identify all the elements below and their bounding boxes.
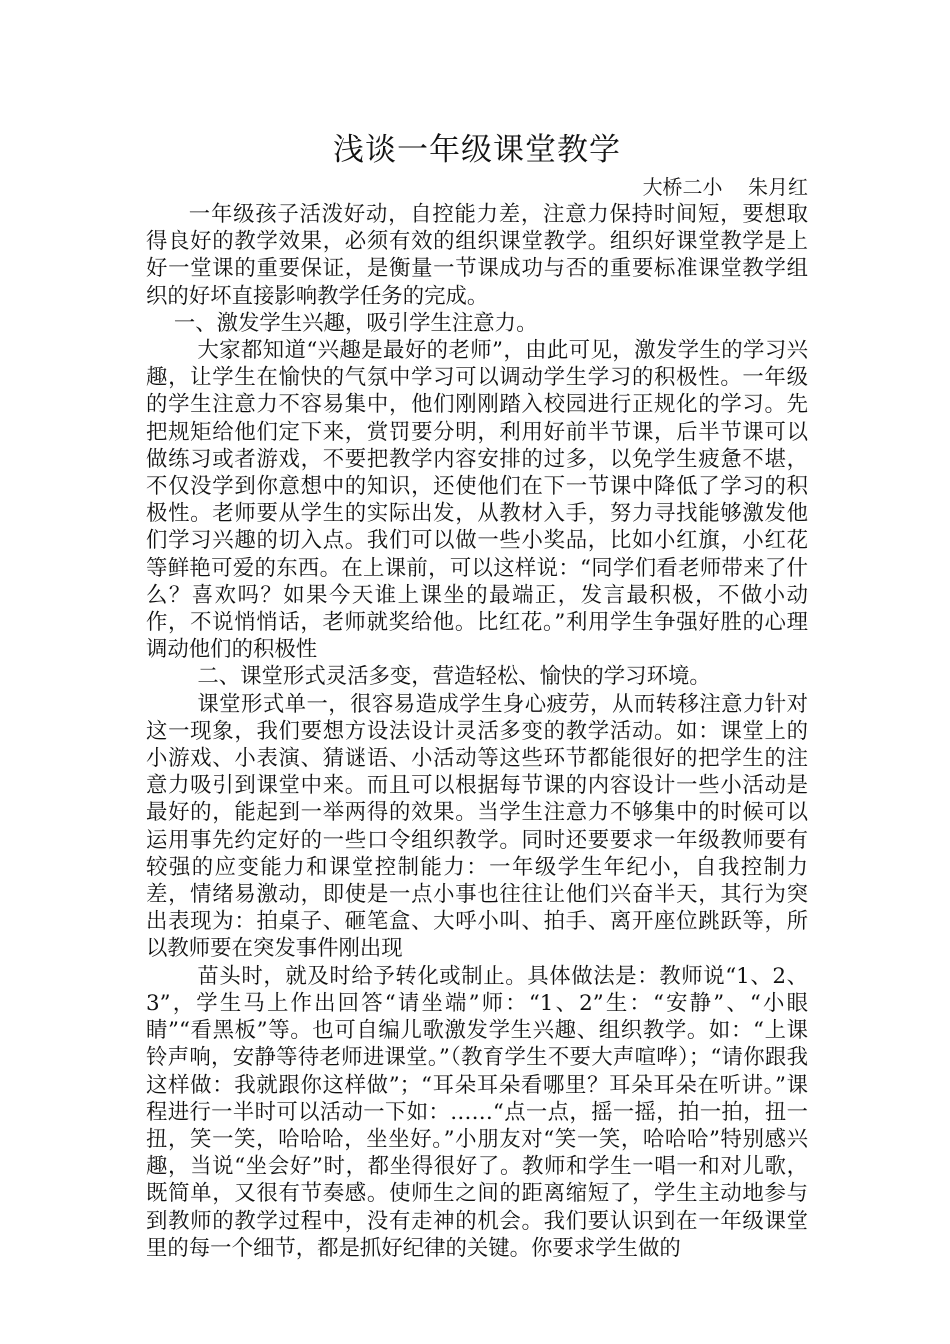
section-1-paragraph: 大家都知道“兴趣是最好的老师”，由此可见，激发学生的学习兴趣，让学生在愉快的气氛中学习可以调动学生学习的积极性。一年级的学生注意力不容易集中，他们刚刚踏入校园进行正规化的学习。先把规矩给他们定下来，赏罚要分明，利用好前半节课，后半节课可以做练习或者游戏，不要把教学内容安排的过多，以免学生疲惫不堪，不仅没学到你意想中的知识，还使他们在下一节课中降低了学习的积极性。老师要从学生的实际出发，从教材入手，努力寻找能够激发他们学习兴趣的切入点。我们可以做一些小奖品，比如小红旗，小红花等鲜艳可爱的东西。在上课前，可以这样说：“同学们看老师带来了什么？喜欢吗？如果今天谁上课坐的最端正，发言最积极，不做小动作，不说悄悄话，老师就奖给他。比红花。”利用学生争强好胜的心理调动他们的积极性 bbox=[146, 338, 808, 663]
intro-paragraph: 一年级孩子活泼好动，自控能力差，注意力保持时间短，要想取得良好的教学效果，必须有效的组织课堂教学。组织好课堂教学是上好一堂课的重要保证，是衡量一节课成功与否的重要标准课堂教学组织的好坏直接影响教学任务的完成。 bbox=[146, 202, 808, 309]
document-page bbox=[146, 128, 808, 1262]
section-heading-1: 一、激发学生兴趣，吸引学生注意力。 bbox=[173, 310, 538, 336]
document-title: 浅谈一年级课堂教学 bbox=[333, 132, 621, 168]
section-2-paragraph: 课堂形式单一，很容易造成学生身心疲劳，从而转移注意力针对这一现象，我们要想方设法设计灵活多变的教学活动。如：课堂上的小游戏、小表演、猜谜语、小活动等这些环节都能很好的把学生的注意力吸引到课堂中来。而且可以根据每节课的内容设计一些小活动是最好的，能起到一举两得的效果。当学生注意力不够集中的时候可以运用事先约定好的一些口令组织教学。同时还要要求一年级教师要有较强的应变能力和课堂控制能力：一年级学生年纪小，自我控制力差，情绪易激动，即使是一点小事也往往让他们兴奋半天，其行为突出表现为：拍桌子、砸笔盒、大呼小叫、拍手、离开座位跳跃等，所以教师要在突发事件刚出现 bbox=[146, 691, 808, 962]
author-line: 大桥二小 朱月红 bbox=[642, 175, 808, 199]
section-heading-2: 二、课堂形式灵活多变，营造轻松、愉快的学习环境。 bbox=[197, 664, 711, 690]
document-body bbox=[146, 201, 808, 1262]
section-2-continued-paragraph: 苗头时，就及时给予转化或制止。具体做法是：教师说“1、2、3”，学生马上作出回答“请坐端”师：“1、2”生：“安静”、“小眼睛”“看黑板”等。也可自编儿歌激发学生兴趣、组织教学。如：“上课铃声响，安静等待老师进课堂。”（教育学生不要大声喧哗）；“请你跟我这样做：我就跟你这样做”；“耳朵耳朵看哪里？耳朵耳朵在听讲。”课程进行一半时可以活动一下如：……“点一点，摇一摇，拍一拍，扭一扭，笑一笑，哈哈哈，坐坐好。”小朋友对“笑一笑，哈哈哈”特别感兴趣，当说“坐会好”时，都坐得很好了。教师和学生一唱一和对儿歌，既简单，又很有节奏感。使师生之间的距离缩短了，学生主动地参与到教师的教学过程中，没有走神的机会。我们要认识到在一年级课堂里的每一个细节，都是抓好纪律的关键。你要求学生做的 bbox=[146, 963, 808, 1261]
